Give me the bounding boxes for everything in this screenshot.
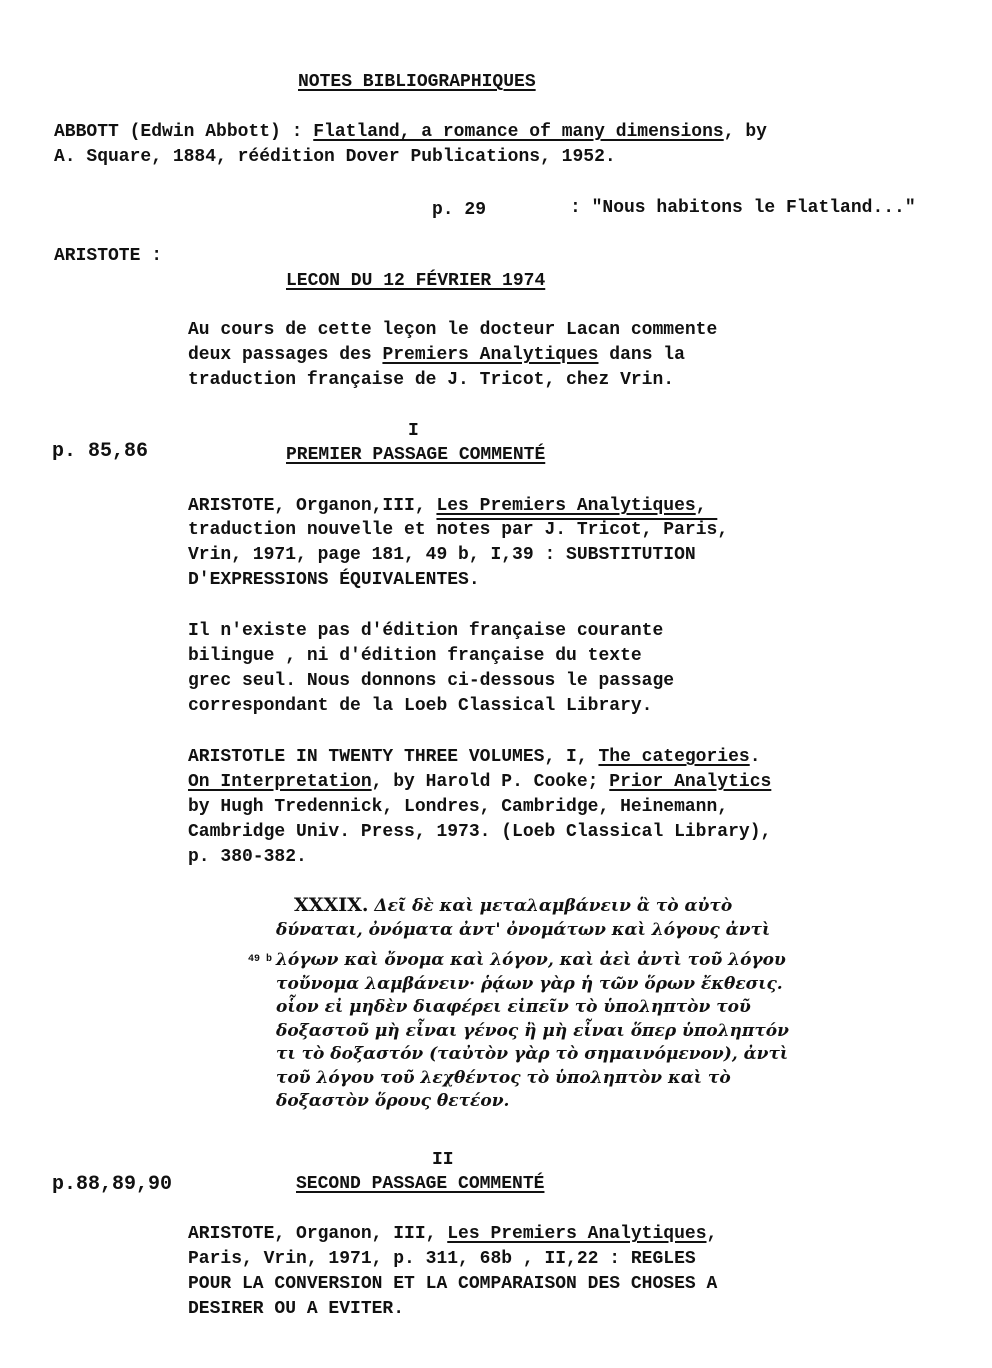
note-line4: correspondant de la Loeb Classical Library. [188,696,653,716]
abbott-author: ABBOTT (Edwin Abbott) : [54,122,314,142]
loeb-line4: Cambridge Univ. Press, 1973. (Loeb Classical Library), [188,822,772,842]
loeb-title-prior-analytics: Prior Analytics [609,772,772,792]
loeb-line2-text: , by Harold P. Cooke; [371,772,610,792]
passage2-ref-line3: POUR LA CONVERSION ET LA COMPARAISON DES CHOSES A [188,1274,718,1294]
loeb-line3: by Hugh Tredennick, Londres, Cambridge, Heinemann, [188,797,729,817]
greek-line-text: Δεῖ δὲ καὶ μεταλαμβάνειν ἃ τὸ αὐτὸ [374,896,733,916]
passage2-ref-line2: Paris, Vrin, 1971, p. 311, 68b , II,22 : REGLES [188,1249,696,1269]
loeb-title-interpretation: On Interpretation [188,772,372,792]
passage1-numeral: I [408,421,419,441]
passage2-title: SECOND PASSAGE COMMENTÉ [296,1174,545,1194]
intro-line3: traduction française de J. Tricot, chez Vrin. [188,370,675,390]
abbott-after-title: , by [723,122,767,142]
passage1-ref-text-a: ARISTOTE, Organon,III, [188,496,437,516]
greek-line: τι τὸ δοξαστόν (ταὐτὸν γὰρ τὸ σημαινόμενον), ἀντὶ [276,1044,789,1064]
passage1-ref-line3: Vrin, 1971, page 181, 49 b, I,39 : SUBSTITUTION [188,545,696,565]
note-line1: Il n'existe pas d'édition française courante [188,621,664,641]
passage2-ref-line1 [188,1222,717,1247]
greek-passage [276,894,789,1114]
passage1-ref-line2-text-a: traduction nouvelle et [188,520,437,540]
passage1-ref-line4: D'EXPRESSIONS ÉQUIVALENTES. [188,570,480,590]
loeb-title-categories: The categories [598,747,750,767]
passage1-title: PREMIER PASSAGE COMMENTÉ [286,445,546,465]
abbott-entry-line1 [54,120,767,145]
abbott-title: Flatland, a romance of many dimensions [313,122,724,142]
abbott-quote: : "Nous habitons le Flatland..." [570,198,916,218]
lecture-title: LECON DU 12 FÉVRIER 1974 [286,271,546,291]
loeb-line2 [188,770,771,795]
passage1-ref-line2 [188,518,728,543]
passage1-ref-line1 [188,494,707,519]
greek-line: τοὔνομα λαμβάνειν· ῥᾴων γὰρ ἡ τῶν ὅρων ἔκθεσις. [276,973,783,994]
note-line3: grec seul. Nous donnons ci-dessous le passage [188,671,675,691]
passage2-ref-text-b: , [706,1224,718,1244]
greek-line: δύναται, ὀνόματα ἀντ' ὀνομάτων καὶ λόγους ἀντὶ [276,919,771,940]
passage2-pages: p.88,89,90 [52,1173,173,1196]
passage1-ref-text-b: , [695,496,707,516]
greek-line: οἷον εἰ μηδὲν διαφέρει εἰπεῖν τὸ ὑποληπτὸν τοῦ [276,997,751,1017]
note-line2: bilingue , ni d'édition française du texte [188,646,642,666]
greek-line: δοξαστοῦ μὴ εἶναι γένος ἢ μὴ εἶναι ὅπερ ὑποληπτόν [276,1020,789,1041]
greek-margin-ref: 49 b [248,954,273,965]
greek-line [276,894,746,919]
aristote-label: ARISTOTE : [54,246,163,266]
intro-line2 [188,343,685,368]
intro-line2-text-b: dans la [598,345,685,365]
passage1-ref-line2-text-b: , [717,520,729,540]
passage2-ref-line4: DESIRER OU A EVITER. [188,1299,405,1319]
intro-line2-text-a: deux passages des [188,345,383,365]
loeb-line1-text-b: . [749,747,761,767]
abbott-page-ref: p. 29 [432,200,487,220]
greek-line: λόγων καὶ ὄνομα καὶ λόγον, καὶ ἀεὶ ἀντὶ τοῦ λόγου [276,950,786,970]
passage1-ref-title: Les Premiers Analytiques [436,496,696,516]
loeb-line5: p. 380-382. [188,847,307,867]
passage2-ref-title: Les Premiers Analytiques [447,1224,707,1244]
loeb-line1-text-a: ARISTOTLE IN TWENTY THREE VOLUMES, I, [188,747,599,767]
passage2-ref-text-a: ARISTOTE, Organon, III, [188,1224,448,1244]
page-title: NOTES BIBLIOGRAPHIQUES [298,72,536,92]
abbott-entry-line2: A. Square, 1884, réédition Dover Publications, 1952. [54,147,616,167]
loeb-line1 [188,745,761,770]
passage1-ref-line2-overlined: notes par J. Tricot, Paris [436,520,718,540]
greek-chapter: XXXIX. [294,894,369,916]
greek-line: τοῦ λόγου τοῦ λεχθέντος τὸ ὑποληπτὸν καὶ τὸ [276,1067,731,1088]
intro-line1: Au cours de cette leçon le docteur Lacan commente [188,320,718,340]
passage2-numeral: II [432,1150,454,1170]
greek-line: δοξαστὸν ὅρους θετέον. [276,1091,510,1111]
passage1-pages: p. 85,86 [52,440,149,463]
intro-book-title: Premiers Analytiques [382,345,599,365]
